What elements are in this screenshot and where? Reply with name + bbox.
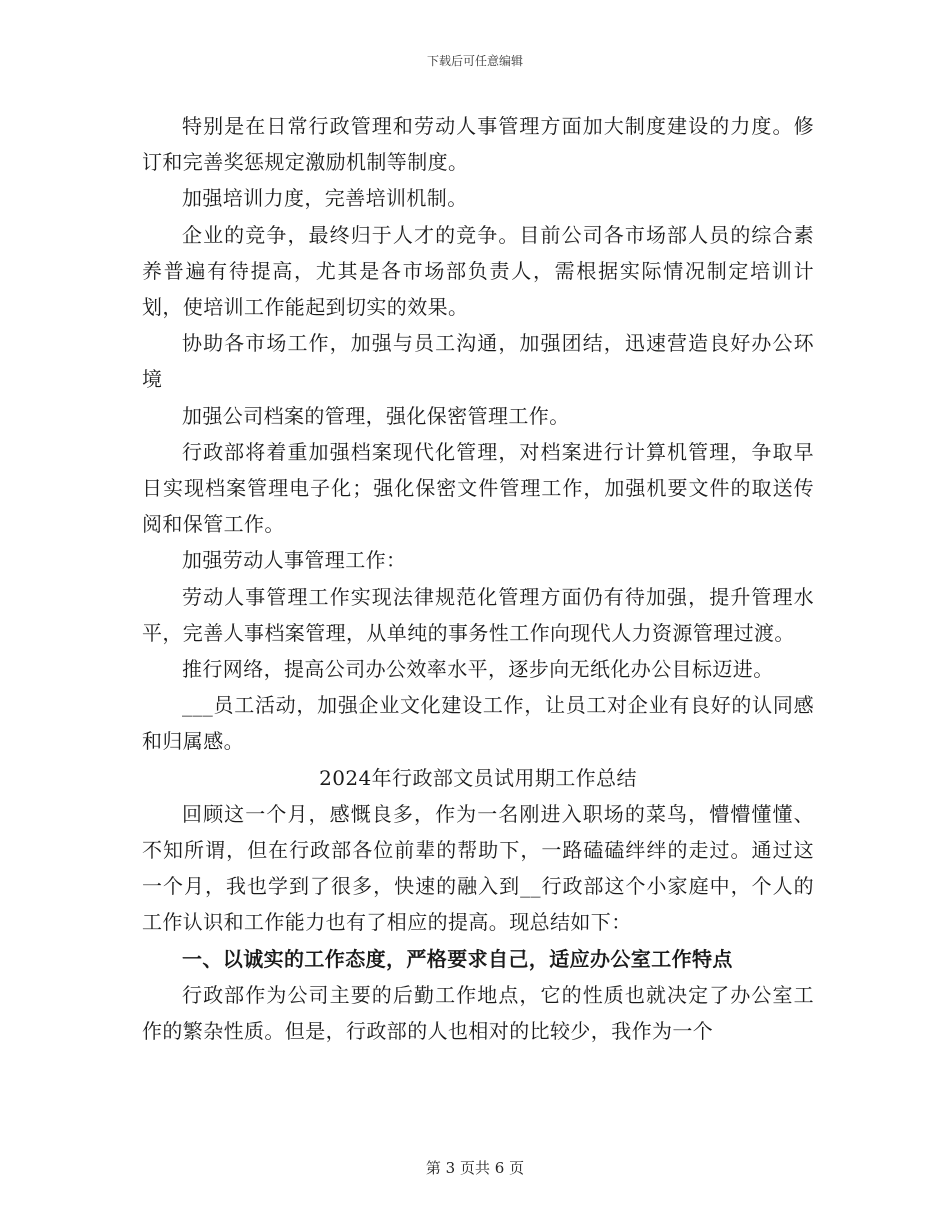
paragraph: 加强培训力度，完善培训机制。: [182, 186, 468, 211]
paragraph: 劳动人事管理工作实现法律规范化管理方面仍有待加强，提升管理水平，完善人事档案管理，从单纯的事务性工作向现代人力资源管理过渡。: [142, 584, 814, 645]
paragraph: 加强劳动人事管理工作：: [182, 548, 407, 573]
paragraph: 行政部作为公司主要的后勤工作地点，它的性质也就决定了办公室工作的繁杂性质。但是，行政部的人也相对的比较少，我作为一个: [142, 982, 814, 1044]
paragraph: 行政部将着重加强档案现代化管理，对档案进行计算机管理，争取早日实现档案管理电子化；强化保密文件管理工作，加强机要文件的取送传阅和保管工作。: [142, 439, 814, 537]
page-header: 下载后可任意编辑: [426, 54, 523, 68]
paragraph: 加强公司档案的管理，强化保密管理工作。: [182, 403, 570, 428]
paragraph: 协助各市场工作，加强与员工沟通，加强团结，迅速营造良好办公环境: [142, 331, 814, 392]
paragraph: 特别是在日常行政管理和劳动人事管理方面加大制度建设的力度。修订和完善奖惩规定激励机制等制度。: [142, 114, 814, 175]
paragraph: 推行网络，提高公司办公效率水平，逐步向无纸化办公目标迈进。: [182, 657, 774, 682]
section-title: 2024年行政部文员试用期工作总结: [319, 765, 637, 790]
paragraph: 回顾这一个月，感慨良多，作为一名刚进入职场的菜鸟，懵懵懂懂、不知所谓，但在行政部各位前辈的帮助下，一路磕磕绊绊的走过。通过这一个月，我也学到了很多，快速的融入到__行政部这个小家庭中，个人的工作认识和工作能力也有了相应的提高。现总结如下：: [142, 801, 814, 935]
page-number: 第 3 页共 6 页: [425, 1159, 525, 1177]
paragraph: ___员工活动，加强企业文化建设工作，让员工对企业有良好的认同感和归属感。: [142, 693, 814, 754]
document-body: [142, 108, 814, 1049]
paragraph: 企业的竞争，最终归于人才的竞争。目前公司各市场部人员的综合素养普遍有待提高，尤其是各市场部负责人，需根据实际情况制定培训计划，使培训工作能起到切实的效果。: [142, 222, 814, 320]
section-heading: 一、以诚实的工作态度，严格要求自己，适应办公室工作特点: [182, 946, 733, 971]
